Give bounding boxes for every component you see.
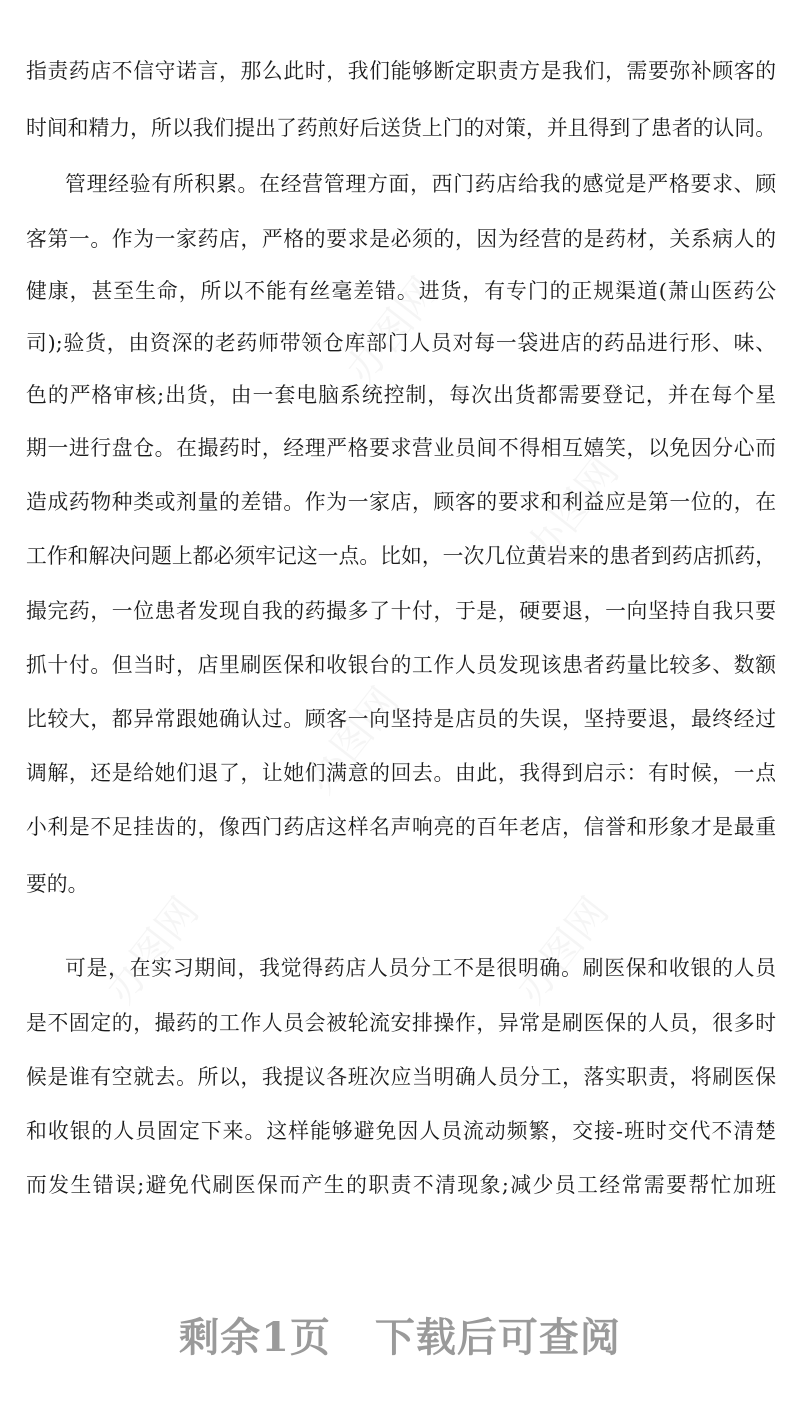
watermark: 办图网 [517, 449, 628, 573]
text-line: 工作和解决问题上都必须牢记这一点。比如，一次几位黄岩来的患者到药店抓药， [26, 544, 776, 568]
watermark: 办图网 [337, 269, 448, 393]
text-line: 小利是不足挂齿的，像西门药店这样名声响亮的百年老店，信誉和形象才是最重 [26, 815, 776, 839]
text-line: 比较大，都异常跟她确认过。顾客一向坚持是店员的失误，坚持要退，最终经过 [26, 707, 776, 731]
text-line: 造成药物种类或剂量的差错。作为一家店，顾客的要求和利益应是第一位的，在 [26, 490, 776, 514]
text-line: 客第一。作为一家药店，严格的要求是必须的，因为经营的是药材，关系病人的 [26, 227, 776, 251]
text-line: 健康，甚至生命，所以不能有丝毫差错。进货，有专门的正规渠道(萧山医药公 [26, 279, 776, 303]
text-line: 管理经验有所积累。在经营管理方面，西门药店给我的感觉是严格要求、顾 [65, 172, 776, 196]
text-line: 指责药店不信守诺言，那么此时，我们能够断定职责方是我们，需要弥补顾客的 [26, 59, 776, 83]
text-line: 色的严格审核;出货，由一套电脑系统控制，每次出货都需要登记，并在每个星 [26, 383, 776, 407]
text-line: 期一进行盘仓。在撮药时，经理严格要求营业员间不得相互嬉笑，以免因分心而 [26, 436, 776, 460]
watermark: 办图网 [97, 889, 208, 1013]
download-to-view-label: 下载后可查阅 [374, 1314, 621, 1361]
text-line: 调解，还是给她们退了，让她们满意的回去。由此，我得到启示：有时候，一点 [26, 761, 776, 785]
text-line: 撮完药，一位患者发现自我的药撮多了十付，于是，硬要退，一向坚持自我只要 [26, 599, 776, 623]
text-line: 候是谁有空就去。所以，我提议各班次应当明确人员分工，落实职责，将刷医保 [26, 1065, 776, 1089]
text-line: 是不固定的，撮药的工作人员会被轮流安排操作，异常是刷医保的人员，很多时 [26, 1011, 776, 1035]
text-line: 司);验货，由资深的老药师带领仓库部门人员对每一袋进店的药品进行形、味、 [26, 331, 776, 355]
watermark: 办图网 [297, 679, 408, 803]
watermark: 办图网 [507, 889, 618, 1013]
text-line: 和收银的人员固定下来。这样能够避免因人员流动频繁，交接-班时交代不清楚 [26, 1119, 776, 1143]
remaining-pages-label: 剩余1页 [179, 1314, 331, 1361]
text-line: 时间和精力，所以我们提出了药煎好后送货上门的对策，并且得到了患者的认同。 [26, 116, 776, 140]
text-line: 而发生错误;避免代刷医保而产生的职责不清现象;减少员工经常需要帮忙加班 [26, 1173, 776, 1197]
download-prompt[interactable] [0, 1310, 800, 1366]
text-line: 抓十付。但当时，店里刷医保和收银台的工作人员发现该患者药量比较多、数额 [26, 653, 776, 677]
text-line: 要的。 [26, 872, 89, 896]
text-line: 可是，在实习期间，我觉得药店人员分工不是很明确。刷医保和收银的人员 [65, 956, 776, 980]
